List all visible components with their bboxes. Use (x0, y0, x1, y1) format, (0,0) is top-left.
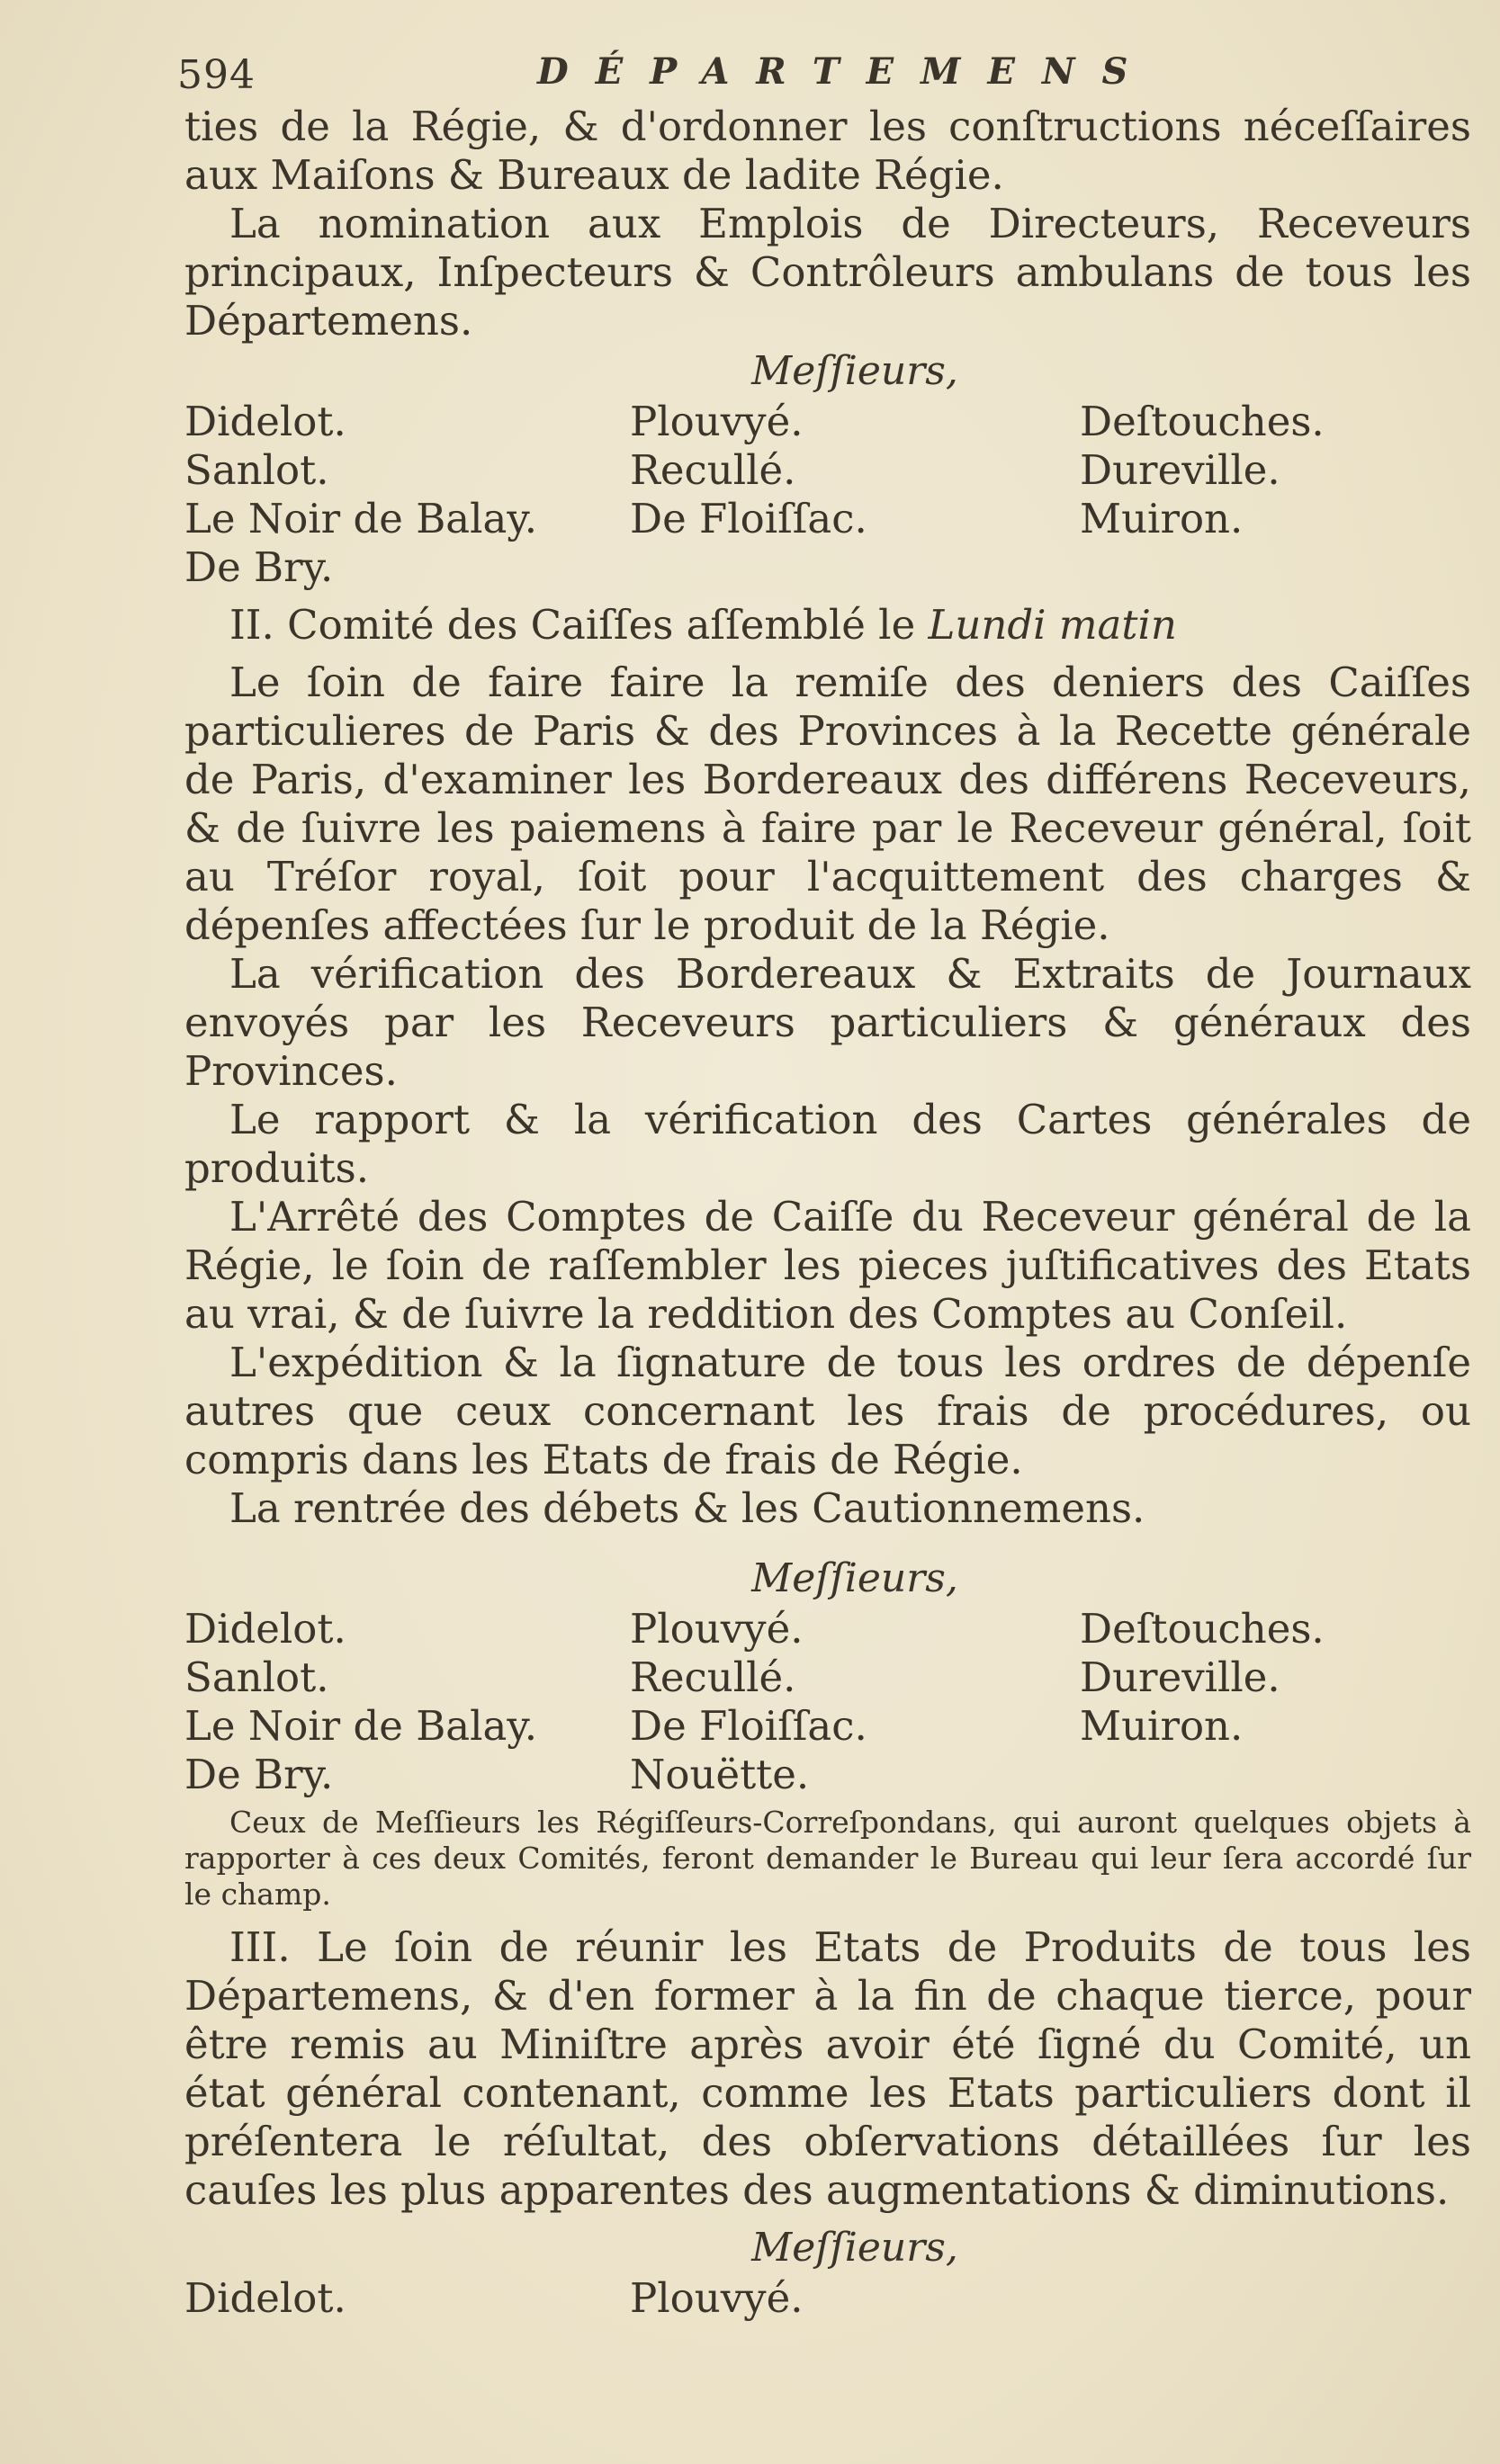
section-heading (184, 599, 1471, 651)
name-entry: Recullé. (630, 1653, 796, 1701)
paragraph: Le rapport & la vérification des Cartes générales de produits. (184, 1096, 1471, 1192)
name-entry: Plouvyé. (630, 398, 804, 445)
section-title: Comité des Caiſſes aſſemblé le (287, 601, 916, 649)
name-entry (630, 543, 1080, 592)
messieurs-label: Meſſieurs, (751, 2225, 958, 2271)
name-list (184, 1605, 1471, 1799)
running-title: DÉPARTEMENS (537, 50, 1155, 93)
name-entry: Deſtouches. (1080, 398, 1325, 445)
name-list (184, 2274, 1471, 2323)
section-number: II. (229, 601, 274, 649)
name-entry: Deſtouches. (1080, 1605, 1325, 1653)
name-entry: Sanlot. (184, 1653, 329, 1701)
name-entry: De Bry. (184, 543, 334, 591)
name-entry: Plouvyé. (630, 2274, 804, 2322)
page-content (177, 43, 1471, 2323)
page-number: 594 (177, 52, 256, 98)
paragraph: L'Arrêté des Comptes de Caiſſe du Receveur général de la Régie, le ſoin de raſſembler les pieces juſtificatives des Etats au vrai, & de ſuivre la reddition des Comptes au Conſeil. (184, 1193, 1471, 1338)
name-entry (1080, 543, 1440, 592)
name-entry: Le Noir de Balay. (184, 1702, 538, 1750)
paragraph: La rentrée des débets & les Cautionnemens. (229, 1484, 1145, 1532)
name-entry: De Floiſſac. (630, 495, 867, 542)
name-entry: Nouëtte. (630, 1751, 810, 1798)
messieurs-label: Meſſieurs, (751, 348, 958, 394)
name-list (184, 398, 1471, 592)
name-entry: Sanlot. (184, 446, 329, 494)
name-entry (1080, 1751, 1440, 1799)
name-entry (1080, 2274, 1440, 2323)
name-entry: Muiron. (1080, 495, 1244, 542)
paragraph: L'expédition & la ſignature de tous les ordres de dépenſe autres que ceux concernant les frais de procédures, ou compris dans les Etats de frais de Régie. (184, 1339, 1471, 1483)
name-entry: Le Noir de Balay. (184, 495, 538, 542)
section-day: Lundi matin (928, 601, 1177, 649)
name-entry: Didelot. (184, 2274, 346, 2322)
name-entry: Dureville. (1080, 1653, 1280, 1701)
name-entry: Muiron. (1080, 1702, 1244, 1750)
name-entry: Recullé. (630, 446, 796, 494)
name-entry: Plouvyé. (630, 1605, 804, 1653)
messieurs-label: Meſſieurs, (751, 1555, 958, 1601)
paragraph: III. Le ſoin de réunir les Etats de Produits de tous les Départemens, & d'en former à la fin de chaque tierce, pour être remis au Miniſtre après avoir été ſigné du Comité, un état général contenant, comme les Etats particuliers dont il préſentera le réſultat, des obſervations détaillées ſur les cauſes les plus apparentes des augmentations & diminutions. (184, 1923, 1471, 2214)
name-entry: Dureville. (1080, 446, 1280, 494)
name-entry: Didelot. (184, 398, 346, 445)
paragraph: La vérification des Bordereaux & Extraits de Journaux envoyés par les Receveurs particuliers & généraux des Provinces. (184, 950, 1471, 1095)
name-entry: De Bry. (184, 1751, 334, 1798)
name-entry: Didelot. (184, 1605, 346, 1653)
page-header (177, 43, 1471, 103)
footnote: Ceux de Meſſieurs les Régiſſeurs-Correſpondans, qui auront quelques objets à rapporter à ces deux Comités, feront demander le Bureau qui leur ſera accordé ſur le champ. (184, 1805, 1471, 1912)
intro-paragraph: ties de la Régie, & d'ordonner les conſtructions néceſſaires aux Maiſons & Bureaux de ladite Régie. (184, 103, 1471, 199)
name-entry: De Floiſſac. (630, 1702, 867, 1750)
paragraph: Le ſoin de faire faire la remiſe des deniers des Caiſſes particulieres de Paris & des Provinces à la Recette générale de Paris, d'examiner les Bordereaux des différens Receveurs, & de ſuivre les paiemens à faire par le Receveur général, ſoit au Tréſor royal, ſoit pour l'acquittement des charges & dépenſes affectées ſur le produit de la Régie. (184, 659, 1471, 949)
intro-paragraph: La nomination aux Emplois de Directeurs, Receveurs principaux, Inſpecteurs & Contrôleurs ambulans de tous les Départemens. (184, 200, 1471, 345)
